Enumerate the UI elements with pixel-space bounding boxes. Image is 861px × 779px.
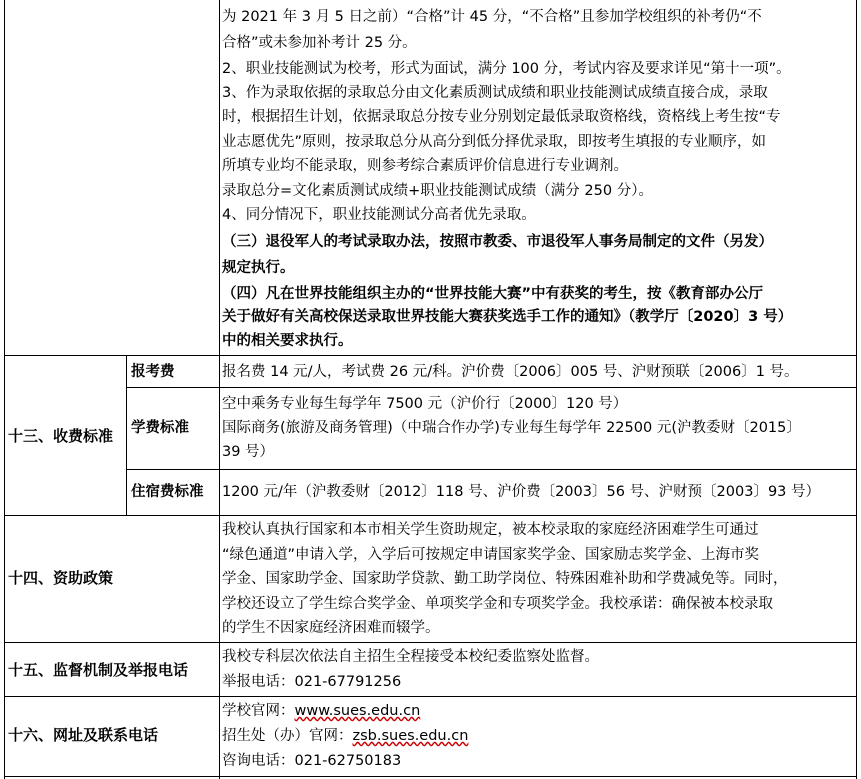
aid-line: “绿色通道”申请入学，入学后可按规定申请国家奖学金、国家励志奖学金、上海市奖 <box>222 547 760 563</box>
section-fees-title: 十三、收费标准 <box>8 427 114 445</box>
admission-site-label: 招生处（办）官网： <box>222 728 353 744</box>
rule-line: 4、同分情况下，职业技能测试分高者优先录取。 <box>222 207 536 223</box>
worldskills-rule: 中的相关要求执行。 <box>222 333 353 349</box>
rule-line: 时，根据招生计划，依据录取总分按专业分别划定最低录取资格线，资格线上考生按“专 <box>222 109 781 125</box>
rule-line: 合格”或未参加补考计 25 分。 <box>222 35 417 51</box>
section-aid-title: 十四、资助政策 <box>8 569 114 587</box>
aid-line: 学校还设立了学生综合奖学金、单项奖学金和专项奖学金。我校承诺：确保被本校录取 <box>222 596 773 612</box>
section-supervision-title: 十五、监督机制及举报电话 <box>8 661 189 679</box>
consult-phone: 咨询电话：021-62750183 <box>222 753 402 769</box>
tuition-line: 空中乘务专业每生每学年 7500 元（沪价行〔2000〕120 号） <box>222 396 628 412</box>
aid-line: 我校认真执行国家和本市相关学生资助规定，被本校录取的家庭经济困难学生可通过 <box>222 522 759 538</box>
tuition-line: 国际商务(旅游及商务管理)（中瑞合作办学)专业每生每学年 22500 元(沪教委财〔2015〕 <box>222 420 801 436</box>
tuition-line: 39 号） <box>222 444 275 460</box>
tuition-label: 学费标准 <box>131 420 189 436</box>
aid-line: 学金、国家助学金、国家助学贷款、勤工助学岗位、特殊困难补助和学费减免等。同时， <box>222 571 788 587</box>
section-contact-title: 十六、网址及联系电话 <box>8 726 159 744</box>
admission-site-row <box>222 726 468 746</box>
rule-line: 录取总分=文化素质测试成绩+职业技能测试成绩（满分 250 分）。 <box>222 183 653 199</box>
exam-fee-text: 报名费 14 元/人，考试费 26 元/科。沪价费〔2006〕005 号、沪财预联〔2006〕1 号。 <box>222 364 799 380</box>
dorm-fee-text: 1200 元/年（沪教委财〔2012〕118 号、沪价费〔2003〕56 号、沪财预〔2003〕93 号） <box>222 484 821 500</box>
website-row <box>222 701 420 721</box>
veterans-rule: （三）退役军人的考试录取办法，按照市教委、市退役军人事务局制定的文件（另发） <box>222 234 773 250</box>
report-phone: 举报电话：021-67791256 <box>222 674 402 690</box>
supervision-line: 我校专科层次依法自主招生全程接受本校纪委监察处监督。 <box>222 649 599 665</box>
rule-line: 业志愿优先”原则，按录取总分从高分到低分择优录取，即按考生填报的专业顺序，如 <box>222 134 767 150</box>
worldskills-rule: （四）凡在世界技能组织主办的“世界技能大赛”中有获奖的考生，按《教育部办公厅 <box>222 286 764 302</box>
rule-line: 所填专业均不能录取，则参考综合素质评价信息进行专业调剂。 <box>222 158 628 174</box>
rule-line: 3、作为录取依据的录取总分由文化素质测试成绩和职业技能测试成绩直接合成，录取 <box>222 85 768 101</box>
website-label: 学校官网： <box>222 703 295 719</box>
rule-line: 2、职业技能测试为校考，形式为面试，满分 100 分，考试内容及要求详见“第十一项”。 <box>222 61 791 77</box>
dorm-fee-label: 住宿费标准 <box>131 484 204 500</box>
exam-fee-label: 报考费 <box>131 364 175 380</box>
website-link[interactable]: www.sues.edu.cn <box>294 703 421 719</box>
veterans-rule: 规定执行。 <box>222 260 295 276</box>
admission-site-link[interactable]: zsb.sues.edu.cn <box>352 728 469 744</box>
worldskills-rule: 关于做好有关高校保送录取世界技能大赛获奖选手工作的通知》（教学厅〔2020〕3 号） <box>222 309 793 325</box>
rule-line: 为 2021 年 3 月 5 日之前）“合格”计 45 分，“不合格”且参加学校组织的补考仍“不 <box>222 9 762 25</box>
aid-line: 的学生不因家庭经济困难而辍学。 <box>222 620 440 636</box>
